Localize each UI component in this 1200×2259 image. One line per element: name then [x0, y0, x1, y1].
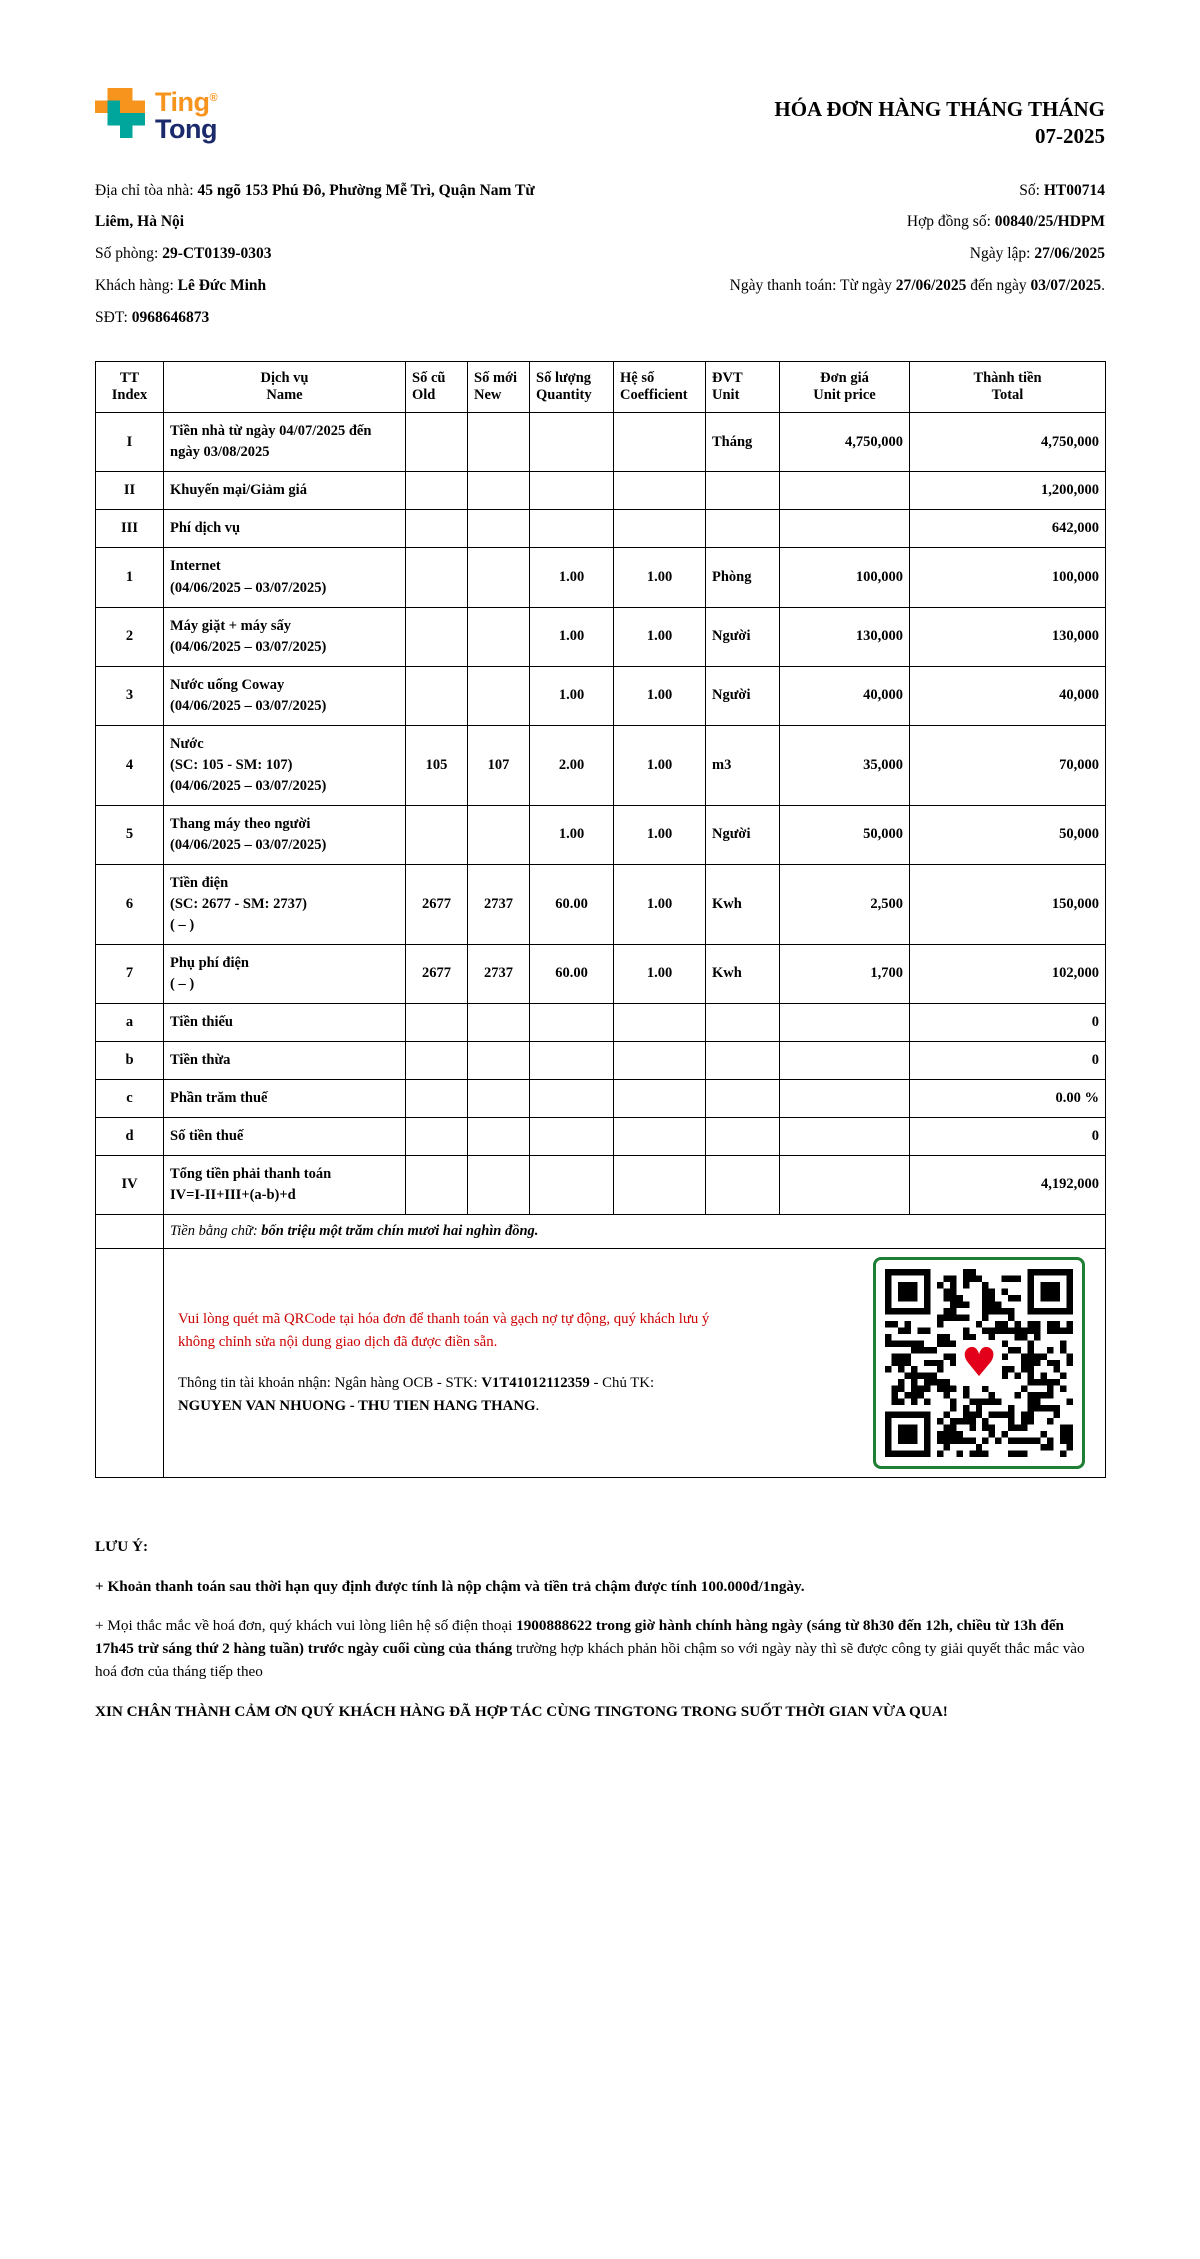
quantity	[530, 472, 614, 510]
coefficient	[614, 1117, 706, 1155]
contract-value: 00840/25/HDPM	[994, 213, 1105, 231]
service-name: Internet	[170, 558, 221, 575]
invoice-table	[95, 361, 1106, 1477]
service-name-cell	[164, 548, 406, 607]
hotline-note-suffix: trường hợp khách phản hồi chậm so với ngày này thì sẽ được công ty giải quyết thắc mắc vào hoá đơn của tháng tiếp theo	[95, 1640, 1085, 1681]
unit-price	[780, 1003, 910, 1041]
issue-date-value: 27/06/2025	[1034, 245, 1105, 263]
row-index	[96, 1214, 164, 1248]
payment-period-end: .	[1101, 276, 1105, 294]
quantity: 60.00	[530, 864, 614, 944]
service-subline2: (04/06/2025 – 03/07/2025)	[170, 777, 327, 794]
service-name-cell	[164, 413, 406, 472]
amount-in-words-row	[96, 1214, 1106, 1248]
account-number: V1T41012112359	[481, 1374, 590, 1391]
quantity	[530, 1155, 614, 1214]
total-amount: 642,000	[910, 510, 1106, 548]
unit	[706, 1003, 780, 1041]
amount-in-words-value: bốn triệu một trăm chín mươi hai nghìn đồng.	[261, 1222, 539, 1239]
quantity: 1.00	[530, 607, 614, 666]
account-label: Thông tin tài khoản nhận: Ngân hàng OCB - STK:	[178, 1374, 482, 1391]
coefficient: 1.00	[614, 666, 706, 725]
unit-price: 100,000	[780, 548, 910, 607]
total-amount: 4,192,000	[910, 1155, 1106, 1214]
table-row	[96, 1117, 1106, 1155]
coefficient: 1.00	[614, 805, 706, 864]
coefficient: 1.00	[614, 548, 706, 607]
new-reading	[468, 1079, 530, 1117]
old-reading	[406, 666, 468, 725]
new-reading	[468, 548, 530, 607]
quantity	[530, 1041, 614, 1079]
new-reading: 2737	[468, 944, 530, 1003]
old-reading	[406, 805, 468, 864]
service-subline: (SC: 2677 - SM: 2737)	[170, 895, 307, 912]
service-name: Máy giặt + máy sấy	[170, 617, 292, 634]
service-name: Số tiền thuế	[170, 1127, 244, 1144]
new-reading	[468, 805, 530, 864]
old-reading: 2677	[406, 864, 468, 944]
total-amount: 0	[910, 1117, 1106, 1155]
coefficient	[614, 1041, 706, 1079]
tingtong-logo-icon	[95, 88, 145, 143]
table-row	[96, 725, 1106, 805]
contract-label: Hợp đồng số:	[906, 213, 995, 231]
unit-price: 1,700	[780, 944, 910, 1003]
table-row	[96, 510, 1106, 548]
footer-notes	[95, 1536, 1105, 1724]
unit-price: 2,500	[780, 864, 910, 944]
old-reading: 2677	[406, 944, 468, 1003]
old-reading	[406, 413, 468, 472]
coefficient	[614, 510, 706, 548]
brand-tong: Tong	[155, 113, 217, 144]
new-reading	[468, 472, 530, 510]
old-reading	[406, 510, 468, 548]
service-name: Tiền thiếu	[170, 1013, 233, 1030]
service-name-cell	[164, 944, 406, 1003]
total-amount: 40,000	[910, 666, 1106, 725]
brand-logo	[95, 88, 217, 143]
amount-in-words-label: Tiền bằng chữ:	[170, 1222, 262, 1239]
coefficient	[614, 413, 706, 472]
unit-price	[780, 1117, 910, 1155]
table-row	[96, 666, 1106, 725]
unit-price: 130,000	[780, 607, 910, 666]
coefficient	[614, 1003, 706, 1041]
service-subline: (SC: 105 - SM: 107)	[170, 756, 293, 773]
unit: Kwh	[706, 944, 780, 1003]
service-name: Nước	[170, 735, 204, 752]
row-index	[96, 1248, 164, 1477]
note-title: LƯU Ý:	[95, 1537, 149, 1555]
total-amount: 130,000	[910, 607, 1106, 666]
old-reading	[406, 548, 468, 607]
row-index: 3	[96, 666, 164, 725]
coefficient	[614, 472, 706, 510]
total-amount: 0	[910, 1003, 1106, 1041]
col-header-new: Số mới New	[468, 362, 530, 413]
info-left	[95, 175, 575, 334]
quantity	[530, 413, 614, 472]
service-name: Phần trăm thuế	[170, 1089, 268, 1106]
service-name: Tiền điện	[170, 874, 229, 891]
service-name-cell	[164, 864, 406, 944]
service-subline2: ( – )	[170, 916, 195, 933]
coefficient: 1.00	[614, 725, 706, 805]
late-payment-note: + Khoản thanh toán sau thời hạn quy định được tính là nộp chậm và tiền trả chậm được tính 100.000đ/1ngày.	[95, 1577, 805, 1595]
unit: m3	[706, 725, 780, 805]
col-header-quantity: Số lượng Quantity	[530, 362, 614, 413]
issue-date-label: Ngày lập:	[969, 245, 1035, 263]
heart-icon: ♥	[961, 1339, 997, 1386]
row-index: 5	[96, 805, 164, 864]
payment-date-from: 27/06/2025	[895, 276, 967, 294]
new-reading	[468, 607, 530, 666]
new-reading	[468, 666, 530, 725]
unit: Người	[706, 666, 780, 725]
registered-mark: ®	[209, 91, 218, 104]
old-reading: 105	[406, 725, 468, 805]
quantity	[530, 1117, 614, 1155]
table-row	[96, 944, 1106, 1003]
table-row	[96, 607, 1106, 666]
unit	[706, 1155, 780, 1214]
table-row	[96, 472, 1106, 510]
coefficient: 1.00	[614, 944, 706, 1003]
table-row	[96, 1079, 1106, 1117]
thank-you-message: XIN CHÂN THÀNH CẢM ƠN QUÝ KHÁCH HÀNG ĐÃ HỢP TÁC CÙNG TINGTONG TRONG SUỐT THỜI GIAN VỪA QUA!	[95, 1702, 948, 1720]
unit-price: 50,000	[780, 805, 910, 864]
old-reading	[406, 1041, 468, 1079]
service-name: Thang máy theo người	[170, 815, 311, 832]
table-row	[96, 1041, 1106, 1079]
service-name-cell	[164, 725, 406, 805]
service-name-cell	[164, 510, 406, 548]
service-subline: IV=I-II+III+(a-b)+d	[170, 1186, 296, 1203]
service-name: Tổng tiền phải thanh toán	[170, 1165, 332, 1182]
payment-period-label: Ngày thanh toán: Từ ngày	[729, 276, 896, 294]
row-index: 7	[96, 944, 164, 1003]
service-name: Tiền thừa	[170, 1051, 231, 1068]
unit: Tháng	[706, 413, 780, 472]
amount-in-words	[164, 1214, 1106, 1248]
service-subline: (04/06/2025 – 03/07/2025)	[170, 697, 327, 714]
account-holder: NGUYEN VAN NHUONG - THU TIEN HANG THANG	[178, 1397, 536, 1414]
phone-value: 0968646873	[131, 308, 210, 326]
new-reading	[468, 413, 530, 472]
col-header-old: Số cũ Old	[406, 362, 468, 413]
deadline-phrase: trước ngày cuối cùng của tháng	[307, 1640, 513, 1658]
info-right	[665, 175, 1105, 334]
bank-account-info	[178, 1372, 748, 1418]
payment-instructions	[170, 1308, 748, 1418]
unit: Phòng	[706, 548, 780, 607]
col-header-total: Thành tiền Total	[910, 362, 1106, 413]
quantity	[530, 1003, 614, 1041]
invoice-number-label: Số:	[1019, 181, 1044, 199]
total-amount: 1,200,000	[910, 472, 1106, 510]
new-reading	[468, 1041, 530, 1079]
payment-period-mid: đến ngày	[966, 276, 1031, 294]
unit-price: 40,000	[780, 666, 910, 725]
coefficient: 1.00	[614, 607, 706, 666]
old-reading	[406, 1003, 468, 1041]
col-header-index: TT Index	[96, 362, 164, 413]
col-header-coefficient: Hệ số Coefficient	[614, 362, 706, 413]
account-mid: - Chủ TK:	[589, 1374, 655, 1391]
unit-price	[780, 1155, 910, 1214]
table-row	[96, 864, 1106, 944]
row-index: 2	[96, 607, 164, 666]
unit	[706, 1117, 780, 1155]
new-reading	[468, 1155, 530, 1214]
new-reading: 107	[468, 725, 530, 805]
new-reading	[468, 1117, 530, 1155]
payment-date-to: 03/07/2025	[1030, 276, 1102, 294]
service-name-cell	[164, 666, 406, 725]
phone-label: SĐT:	[95, 308, 132, 326]
service-name: Tiền nhà từ ngày 04/07/2025 đến ngày 03/08/2025	[170, 423, 372, 461]
address-label: Địa chỉ tòa nhà:	[95, 181, 198, 199]
quantity: 60.00	[530, 944, 614, 1003]
row-index: III	[96, 510, 164, 548]
quantity: 2.00	[530, 725, 614, 805]
unit-price: 4,750,000	[780, 413, 910, 472]
row-index: c	[96, 1079, 164, 1117]
col-header-unit: ĐVT Unit	[706, 362, 780, 413]
service-name: Phụ phí điện	[170, 954, 249, 971]
service-name-cell	[164, 805, 406, 864]
total-amount: 150,000	[910, 864, 1106, 944]
unit-price	[780, 472, 910, 510]
total-amount: 100,000	[910, 548, 1106, 607]
row-index: d	[96, 1117, 164, 1155]
table-row	[96, 413, 1106, 472]
quantity: 1.00	[530, 805, 614, 864]
qr-notice-text: Vui lòng quét mã QRCode tại hóa đơn để thanh toán và gạch nợ tự động, quý khách lưu ý không chỉnh sửa nội dung giao dịch đã được điền sẵn.	[178, 1310, 710, 1350]
old-reading	[406, 607, 468, 666]
hotline-number-and-hours: 1900888622 trong giờ hành chính hàng ngày (sáng từ 8h30 đến 12h, chiều từ 13h đến 17h45 trừ sáng thứ 2 hàng tuần)	[95, 1617, 1065, 1658]
row-index: IV	[96, 1155, 164, 1214]
row-index: b	[96, 1041, 164, 1079]
new-reading	[468, 1003, 530, 1041]
coefficient	[614, 1079, 706, 1117]
service-subline: (04/06/2025 – 03/07/2025)	[170, 638, 327, 655]
room-value: 29-CT0139-0303	[162, 245, 272, 263]
qr-center-logo	[956, 1340, 1002, 1386]
total-amount: 0.00 %	[910, 1079, 1106, 1117]
service-subline: (04/06/2025 – 03/07/2025)	[170, 836, 327, 853]
qr-row	[96, 1248, 1106, 1477]
invoice-number-value: HT00714	[1043, 181, 1105, 199]
unit: Người	[706, 805, 780, 864]
page-header	[95, 88, 1105, 151]
service-name: Khuyến mại/Giảm giá	[170, 482, 307, 499]
total-amount: 50,000	[910, 805, 1106, 864]
brand-ting: Ting	[155, 86, 210, 117]
unit-price: 35,000	[780, 725, 910, 805]
row-index: 6	[96, 864, 164, 944]
col-header-name: Dịch vụ Name	[164, 362, 406, 413]
quantity: 1.00	[530, 666, 614, 725]
old-reading	[406, 1155, 468, 1214]
coefficient: 1.00	[614, 864, 706, 944]
account-end: .	[535, 1397, 540, 1414]
qr-code	[873, 1257, 1085, 1469]
unit	[706, 1079, 780, 1117]
service-name: Phí dịch vụ	[170, 520, 241, 537]
new-reading: 2737	[468, 864, 530, 944]
coefficient	[614, 1155, 706, 1214]
service-name-cell	[164, 607, 406, 666]
quantity	[530, 510, 614, 548]
quantity	[530, 1079, 614, 1117]
hotline-note	[95, 1615, 1105, 1683]
service-subline: (04/06/2025 – 03/07/2025)	[170, 579, 327, 596]
unit-price	[780, 510, 910, 548]
table-row	[96, 548, 1106, 607]
total-amount: 102,000	[910, 944, 1106, 1003]
invoice-info	[95, 175, 1105, 334]
unit	[706, 472, 780, 510]
table-row	[96, 805, 1106, 864]
total-amount: 4,750,000	[910, 413, 1106, 472]
unit: Người	[706, 607, 780, 666]
service-name-cell	[164, 1003, 406, 1041]
quantity: 1.00	[530, 548, 614, 607]
service-name-cell	[164, 1079, 406, 1117]
service-subline: ( – )	[170, 975, 195, 992]
row-index: a	[96, 1003, 164, 1041]
unit-price	[780, 1041, 910, 1079]
service-name-cell	[164, 472, 406, 510]
old-reading	[406, 1079, 468, 1117]
old-reading	[406, 472, 468, 510]
customer-value: Lê Đức Minh	[177, 276, 267, 294]
unit	[706, 1041, 780, 1079]
new-reading	[468, 510, 530, 548]
unit-price	[780, 1079, 910, 1117]
service-name-cell	[164, 1117, 406, 1155]
row-index: I	[96, 413, 164, 472]
service-name-cell	[164, 1041, 406, 1079]
row-index: II	[96, 472, 164, 510]
table-row	[96, 1155, 1106, 1214]
customer-label: Khách hàng:	[95, 276, 178, 294]
invoice-title: HÓA ĐƠN HÀNG THÁNG THÁNG 07-2025	[774, 97, 1105, 149]
table-row	[96, 1003, 1106, 1041]
service-name: Nước uống Coway	[170, 676, 285, 693]
service-name-cell	[164, 1155, 406, 1214]
total-amount: 0	[910, 1041, 1106, 1079]
unit: Kwh	[706, 864, 780, 944]
address-value: 45 ngõ 153 Phú Đô, Phường Mễ Trì, Quận Nam Từ Liêm, Hà Nội	[95, 181, 535, 231]
row-index: 4	[96, 725, 164, 805]
table-header-row	[96, 362, 1106, 413]
unit	[706, 510, 780, 548]
hotline-note-prefix: + Mọi thắc mắc về hoá đơn, quý khách vui lòng liên hệ số điện thoại	[95, 1617, 517, 1635]
room-label: Số phòng:	[95, 245, 163, 263]
brand-wordmark	[155, 86, 218, 144]
total-amount: 70,000	[910, 725, 1106, 805]
old-reading	[406, 1117, 468, 1155]
row-index: 1	[96, 548, 164, 607]
col-header-unit-price: Đơn giá Unit price	[780, 362, 910, 413]
